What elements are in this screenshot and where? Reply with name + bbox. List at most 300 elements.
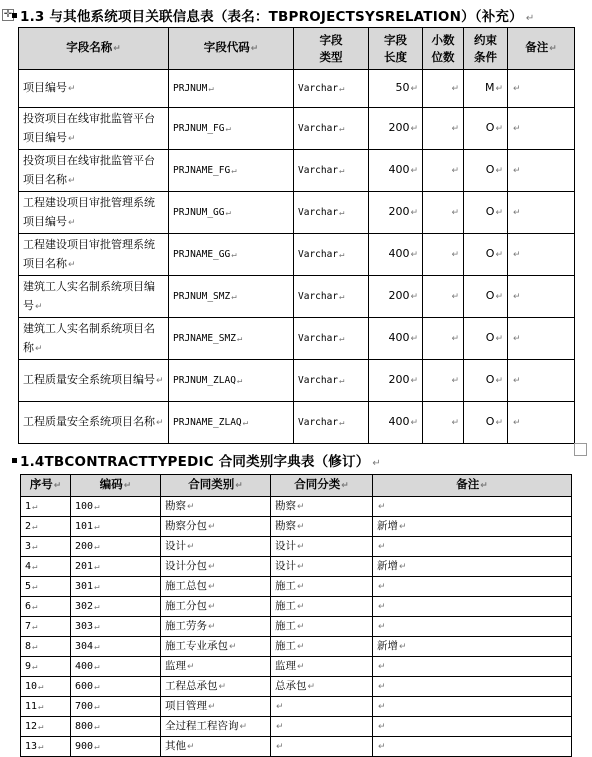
section-heading-1-3 [12,5,534,25]
field-type-cell: Varchar↵ [294,276,369,318]
decimals-cell [423,70,464,108]
field-code-cell: PRJNAME_FG↵ [169,150,294,192]
code-cell: 301↵ [71,577,161,597]
field-type-cell: Varchar↵ [294,192,369,234]
decimals-cell [423,192,464,234]
paragraph-mark-icon: ↵ [94,681,100,692]
field-length-cell: 400↵ [369,402,423,444]
note-cell [508,234,575,276]
class-cell [271,737,373,757]
field-code-cell: PRJNUM_GG↵ [169,192,294,234]
paragraph-mark-icon: ↵ [495,250,503,260]
section-heading-1-4 [12,450,381,470]
paragraph-mark-icon: ↵ [276,742,284,752]
code-cell: 900↵ [71,737,161,757]
paragraph-mark-icon: ↵ [32,541,38,552]
paragraph-mark-icon: ↵ [94,661,100,672]
note-cell [508,70,575,108]
note-cell [373,577,572,597]
paragraph-mark-icon: ↵ [495,376,503,386]
paragraph-mark-icon: ↵ [208,582,216,592]
field-code-cell: PRJNAME_ZLAQ↵ [169,402,294,444]
paragraph-mark-icon: ↵ [187,502,195,512]
table-row [21,697,572,717]
seq-cell: 2↵ [21,517,71,537]
constraint-cell: O↵ [464,402,508,444]
seq-cell: 5↵ [21,577,71,597]
note-cell [508,150,575,192]
header-category: 合同类别↵ [161,475,271,497]
seq-cell: 12↵ [21,717,71,737]
paragraph-mark-icon: ↵ [513,292,521,302]
section-title: 1.4TBCONTRACTTYPEDIC 合同类别字典表（修订） [20,454,370,470]
seq-cell: 6↵ [21,597,71,617]
code-cell: 800↵ [71,717,161,737]
note-cell: 新增↵ [373,637,572,657]
heading-bullet-icon [12,13,17,18]
paragraph-mark-icon: ↵ [307,682,316,692]
paragraph-mark-icon: ↵ [32,641,38,652]
paragraph-mark-icon: ↵ [297,522,305,532]
category-cell: 施工分包↵ [161,597,271,617]
paragraph-mark-icon: ↵ [378,502,386,512]
paragraph-mark-icon: ↵ [94,541,100,552]
paragraph-mark-icon: ↵ [378,742,386,752]
field-type-cell: Varchar↵ [294,360,369,402]
class-cell [271,697,373,717]
decimals-cell [423,318,464,360]
field-code-cell: PRJNAME_GG↵ [169,234,294,276]
project-relation-table [18,27,575,444]
field-type-cell: Varchar↵ [294,234,369,276]
field-length-cell: 400↵ [369,150,423,192]
table-row [19,276,575,318]
paragraph-mark-icon: ↵ [339,165,345,176]
category-cell: 勘察↵ [161,497,271,517]
table-row [19,402,575,444]
paragraph-mark-icon: ↵ [339,207,345,218]
field-code-cell: PRJNUM↵ [169,70,294,108]
paragraph-mark-icon: ↵ [297,662,305,672]
paragraph-mark-icon: ↵ [32,561,38,572]
paragraph-mark-icon: ↵ [297,562,305,572]
paragraph-mark-icon: ↵ [399,522,407,532]
paragraph-mark-icon: ↵ [94,501,100,512]
paragraph-mark-icon: ↵ [451,124,459,134]
category-cell: 其他↵ [161,737,271,757]
paragraph-mark-icon: ↵ [32,581,38,592]
paragraph-mark-icon: ↵ [94,721,100,732]
paragraph-mark-icon: ↵ [94,701,100,712]
paragraph-mark-icon: ↵ [208,83,214,94]
table-row [19,360,575,402]
paragraph-mark-icon: ↵ [410,84,418,94]
field-length-cell: 200↵ [369,360,423,402]
field-length-cell: 400↵ [369,234,423,276]
paragraph-mark-icon: ↵ [378,622,386,632]
constraint-cell: O↵ [464,150,508,192]
table-row [21,597,572,617]
seq-cell: 11↵ [21,697,71,717]
note-cell [373,717,572,737]
paragraph-mark-icon: ↵ [410,418,418,428]
paragraph-mark-icon: ↵ [410,292,418,302]
field-name-cell: 工程质量安全系统项目编号↵ [19,360,169,402]
category-cell: 勘察分包↵ [161,517,271,537]
table-row [19,234,575,276]
paragraph-mark-icon: ↵ [297,622,305,632]
table-row [21,497,572,517]
code-cell: 400↵ [71,657,161,677]
table-row [21,677,572,697]
paragraph-mark-icon: ↵ [339,83,345,94]
note-cell [508,402,575,444]
table-resize-handle-icon[interactable] [574,443,587,456]
paragraph-mark-icon: ↵ [297,502,305,512]
paragraph-mark-icon: ↵ [208,602,216,612]
paragraph-mark-icon: ↵ [410,208,418,218]
note-cell [508,360,575,402]
header-field-name: 字段名称↵ [19,28,169,70]
paragraph-mark-icon: ↵ [451,292,459,302]
decimals-cell [423,150,464,192]
seq-cell: 4↵ [21,557,71,577]
paragraph-mark-icon: ↵ [68,259,76,270]
paragraph-mark-icon: ↵ [297,642,305,652]
category-cell: 全过程工程咨询↵ [161,717,271,737]
field-name-cell: 工程建设项目审批管理系统项目名称↵ [19,234,169,276]
seq-cell: 10↵ [21,677,71,697]
note-cell [373,537,572,557]
paragraph-mark-icon: ↵ [68,133,76,144]
field-code-cell: PRJNUM_ZLAQ↵ [169,360,294,402]
paragraph-mark-icon: ↵ [378,542,386,552]
paragraph-mark-icon: ↵ [208,522,216,532]
class-cell: 总承包↵ [271,677,373,697]
class-cell [271,717,373,737]
heading-bullet-icon [12,458,17,463]
contract-type-dictionary-table [20,474,572,757]
field-length-cell: 50↵ [369,70,423,108]
paragraph-mark-icon: ↵ [94,601,100,612]
constraint-cell: O↵ [464,192,508,234]
paragraph-mark-icon: ↵ [513,124,521,134]
paragraph-mark-icon: ↵ [94,641,100,652]
paragraph-mark-icon: ↵ [35,301,43,312]
table-row [19,318,575,360]
table-row [21,577,572,597]
paragraph-mark-icon: ↵ [339,375,345,386]
paragraph-mark-icon: ↵ [495,208,503,218]
decimals-cell [423,276,464,318]
field-name-cell: 工程建设项目审批管理系统项目编号↵ [19,192,169,234]
table-row [19,150,575,192]
paragraph-mark-icon: ↵ [495,84,503,94]
paragraph-mark-icon: ↵ [225,207,231,218]
seq-cell: 7↵ [21,617,71,637]
paragraph-mark-icon: ↵ [451,250,459,260]
header-constraint: 约束条件 [464,28,508,70]
paragraph-mark-icon: ↵ [32,521,38,532]
table-row [21,737,572,757]
class-cell: 施工↵ [271,597,373,617]
field-length-cell: 200↵ [369,276,423,318]
table-row [19,70,575,108]
paragraph-mark-icon: ↵ [156,376,164,386]
seq-cell: 9↵ [21,657,71,677]
code-cell: 100↵ [71,497,161,517]
paragraph-mark-icon: ↵ [451,166,459,176]
paragraph-mark-icon: ↵ [410,334,418,344]
paragraph-mark-icon: ↵ [495,166,503,176]
field-length-cell: 400↵ [369,318,423,360]
paragraph-mark-icon: ↵ [513,208,521,218]
paragraph-mark-icon: ↵ [239,722,248,732]
field-name-cell: 项目编号↵ [19,70,169,108]
decimals-cell [423,402,464,444]
header-class: 合同分类↵ [271,475,373,497]
paragraph-mark-icon: ↵ [513,250,521,260]
seq-cell: 3↵ [21,537,71,557]
paragraph-mark-icon: ↵ [410,376,418,386]
paragraph-mark-icon: ↵ [378,722,386,732]
constraint-cell: O↵ [464,318,508,360]
paragraph-mark-icon: ↵ [378,582,386,592]
paragraph-mark-icon: ↵ [399,642,407,652]
code-cell: 201↵ [71,557,161,577]
paragraph-mark-icon: ↵ [276,722,284,732]
class-cell: 施工↵ [271,617,373,637]
code-cell: 700↵ [71,697,161,717]
paragraph-mark-icon: ↵ [208,702,216,712]
table-row [21,617,572,637]
table-row [21,717,572,737]
field-code-cell: PRJNUM_SMZ↵ [169,276,294,318]
category-cell: 施工总包↵ [161,577,271,597]
paragraph-mark-icon: ↵ [208,562,216,572]
paragraph-mark-icon: ↵ [68,175,76,186]
table-row [21,637,572,657]
section-title: 1.3 与其他系统项目关联信息表（表名：TBPROJECTSYSRELATION）（补充） [20,9,523,25]
paragraph-mark-icon: ↵ [231,249,237,260]
paragraph-mark-icon: ↵ [187,542,195,552]
paragraph-mark-icon: ↵ [35,343,43,354]
constraint-cell: O↵ [464,108,508,150]
note-cell [373,677,572,697]
paragraph-mark-icon: ↵ [231,291,237,302]
constraint-cell: O↵ [464,360,508,402]
class-cell: 勘察↵ [271,517,373,537]
header-note: 备注↵ [373,475,572,497]
seq-cell: 13↵ [21,737,71,757]
field-name-cell: 建筑工人实名制系统项目编号↵ [19,276,169,318]
paragraph-mark-icon: ↵ [451,334,459,344]
code-cell: 600↵ [71,677,161,697]
field-code-cell: PRJNAME_SMZ↵ [169,318,294,360]
field-type-cell: Varchar↵ [294,318,369,360]
note-cell: 新增↵ [373,557,572,577]
field-name-cell: 投资项目在线审批监管平台项目编号↵ [19,108,169,150]
class-cell: 施工↵ [271,577,373,597]
paragraph-mark-icon: ↵ [378,662,386,672]
constraint-cell: O↵ [464,276,508,318]
paragraph-mark-icon: ↵ [68,84,76,94]
paragraph-mark-icon: ↵ [94,621,100,632]
code-cell: 304↵ [71,637,161,657]
paragraph-mark-icon: ↵ [495,292,503,302]
paragraph-mark-icon: ↵ [297,582,305,592]
table-row [21,537,572,557]
paragraph-mark-icon: ↵ [187,662,195,672]
paragraph-mark-icon: ↵ [451,376,459,386]
note-cell [373,617,572,637]
category-cell: 设计分包↵ [161,557,271,577]
category-cell: 设计↵ [161,537,271,557]
category-cell: 施工专业承包↵ [161,637,271,657]
note-cell [373,657,572,677]
paragraph-mark-icon: ↵ [495,124,503,134]
paragraph-mark-icon: ↵ [339,333,345,344]
paragraph-mark-icon: ↵ [451,84,459,94]
paragraph-mark-icon: ↵ [378,602,386,612]
paragraph-mark-icon: ↵ [32,661,38,672]
paragraph-mark-icon: ↵ [38,701,44,712]
paragraph-mark-icon: ↵ [339,291,345,302]
paragraph-mark-icon: ↵ [68,217,76,228]
paragraph-mark-icon: ↵ [410,250,418,260]
header-code: 编码↵ [71,475,161,497]
header-seq: 序号↵ [21,475,71,497]
paragraph-mark-icon: ↵ [525,13,535,24]
paragraph-mark-icon: ↵ [410,124,418,134]
paragraph-mark-icon: ↵ [513,418,521,428]
paragraph-mark-icon: ↵ [94,741,100,752]
field-code-cell: PRJNUM_FG↵ [169,108,294,150]
table-row [19,192,575,234]
class-cell: 设计↵ [271,537,373,557]
paragraph-mark-icon: ↵ [38,721,44,732]
paragraph-mark-icon: ↵ [236,375,243,386]
paragraph-mark-icon: ↵ [513,376,521,386]
field-length-cell: 200↵ [369,108,423,150]
note-cell [373,597,572,617]
note-cell [508,108,575,150]
constraint-cell: O↵ [464,234,508,276]
seq-cell: 8↵ [21,637,71,657]
paragraph-mark-icon: ↵ [32,501,38,512]
paragraph-mark-icon: ↵ [208,622,216,632]
paragraph-mark-icon: ↵ [339,417,345,428]
paragraph-mark-icon: ↵ [513,334,521,344]
paragraph-mark-icon: ↵ [378,702,386,712]
class-cell: 勘察↵ [271,497,373,517]
code-cell: 303↵ [71,617,161,637]
note-cell: 新增↵ [373,517,572,537]
paragraph-mark-icon: ↵ [32,601,38,612]
decimals-cell [423,108,464,150]
paragraph-mark-icon: ↵ [339,249,345,260]
note-cell [508,192,575,234]
table-row [19,108,575,150]
note-cell [373,737,572,757]
header-field-type: 字段类型 [294,28,369,70]
paragraph-mark-icon: ↵ [187,742,195,752]
paragraph-mark-icon: ↵ [410,166,418,176]
code-cell: 101↵ [71,517,161,537]
class-cell: 施工↵ [271,637,373,657]
field-type-cell: Varchar↵ [294,70,369,108]
header-field-length: 字段长度 [369,28,423,70]
paragraph-mark-icon: ↵ [495,418,503,428]
code-cell: 302↵ [71,597,161,617]
constraint-cell: M↵ [464,70,508,108]
paragraph-mark-icon: ↵ [372,458,382,469]
field-length-cell: 200↵ [369,192,423,234]
note-cell [508,276,575,318]
decimals-cell [423,234,464,276]
header-note: 备注↵ [508,28,575,70]
paragraph-mark-icon: ↵ [297,542,305,552]
field-name-cell: 投资项目在线审批监管平台项目名称↵ [19,150,169,192]
paragraph-mark-icon: ↵ [229,642,237,652]
field-name-cell: 建筑工人实名制系统项目名称↵ [19,318,169,360]
note-cell [373,497,572,517]
table-row [21,557,572,577]
paragraph-mark-icon: ↵ [276,702,284,712]
paragraph-mark-icon: ↵ [156,418,164,428]
paragraph-mark-icon: ↵ [218,682,227,692]
paragraph-mark-icon: ↵ [495,334,503,344]
table-row [21,517,572,537]
category-cell: 施工劳务↵ [161,617,271,637]
header-field-code: 字段代码↵ [169,28,294,70]
paragraph-mark-icon: ↵ [225,123,231,134]
field-type-cell: Varchar↵ [294,402,369,444]
paragraph-mark-icon: ↵ [451,418,459,428]
paragraph-mark-icon: ↵ [513,84,521,94]
category-cell: 工程总承包↵ [161,677,271,697]
decimals-cell [423,360,464,402]
paragraph-mark-icon: ↵ [242,417,249,428]
paragraph-mark-icon: ↵ [38,741,44,752]
paragraph-mark-icon: ↵ [378,682,386,692]
paragraph-mark-icon: ↵ [32,621,38,632]
paragraph-mark-icon: ↵ [297,602,305,612]
paragraph-mark-icon: ↵ [94,561,100,572]
table-header-row [19,28,575,70]
class-cell: 设计↵ [271,557,373,577]
seq-cell: 1↵ [21,497,71,517]
field-type-cell: Varchar↵ [294,108,369,150]
field-type-cell: Varchar↵ [294,150,369,192]
paragraph-mark-icon: ↵ [231,165,237,176]
class-cell: 监理↵ [271,657,373,677]
paragraph-mark-icon: ↵ [94,521,100,532]
note-cell [508,318,575,360]
code-cell: 200↵ [71,537,161,557]
table-move-handle-icon[interactable]: ✛ [3,9,13,20]
paragraph-mark-icon: ↵ [38,681,44,692]
paragraph-mark-icon: ↵ [399,562,407,572]
category-cell: 项目管理↵ [161,697,271,717]
paragraph-mark-icon: ↵ [94,581,100,592]
field-name-cell: 工程质量安全系统项目名称↵ [19,402,169,444]
table-row [21,657,572,677]
paragraph-mark-icon: ↵ [451,208,459,218]
paragraph-mark-icon: ↵ [339,123,345,134]
table-header-row [21,475,572,497]
paragraph-mark-icon: ↵ [236,333,243,344]
